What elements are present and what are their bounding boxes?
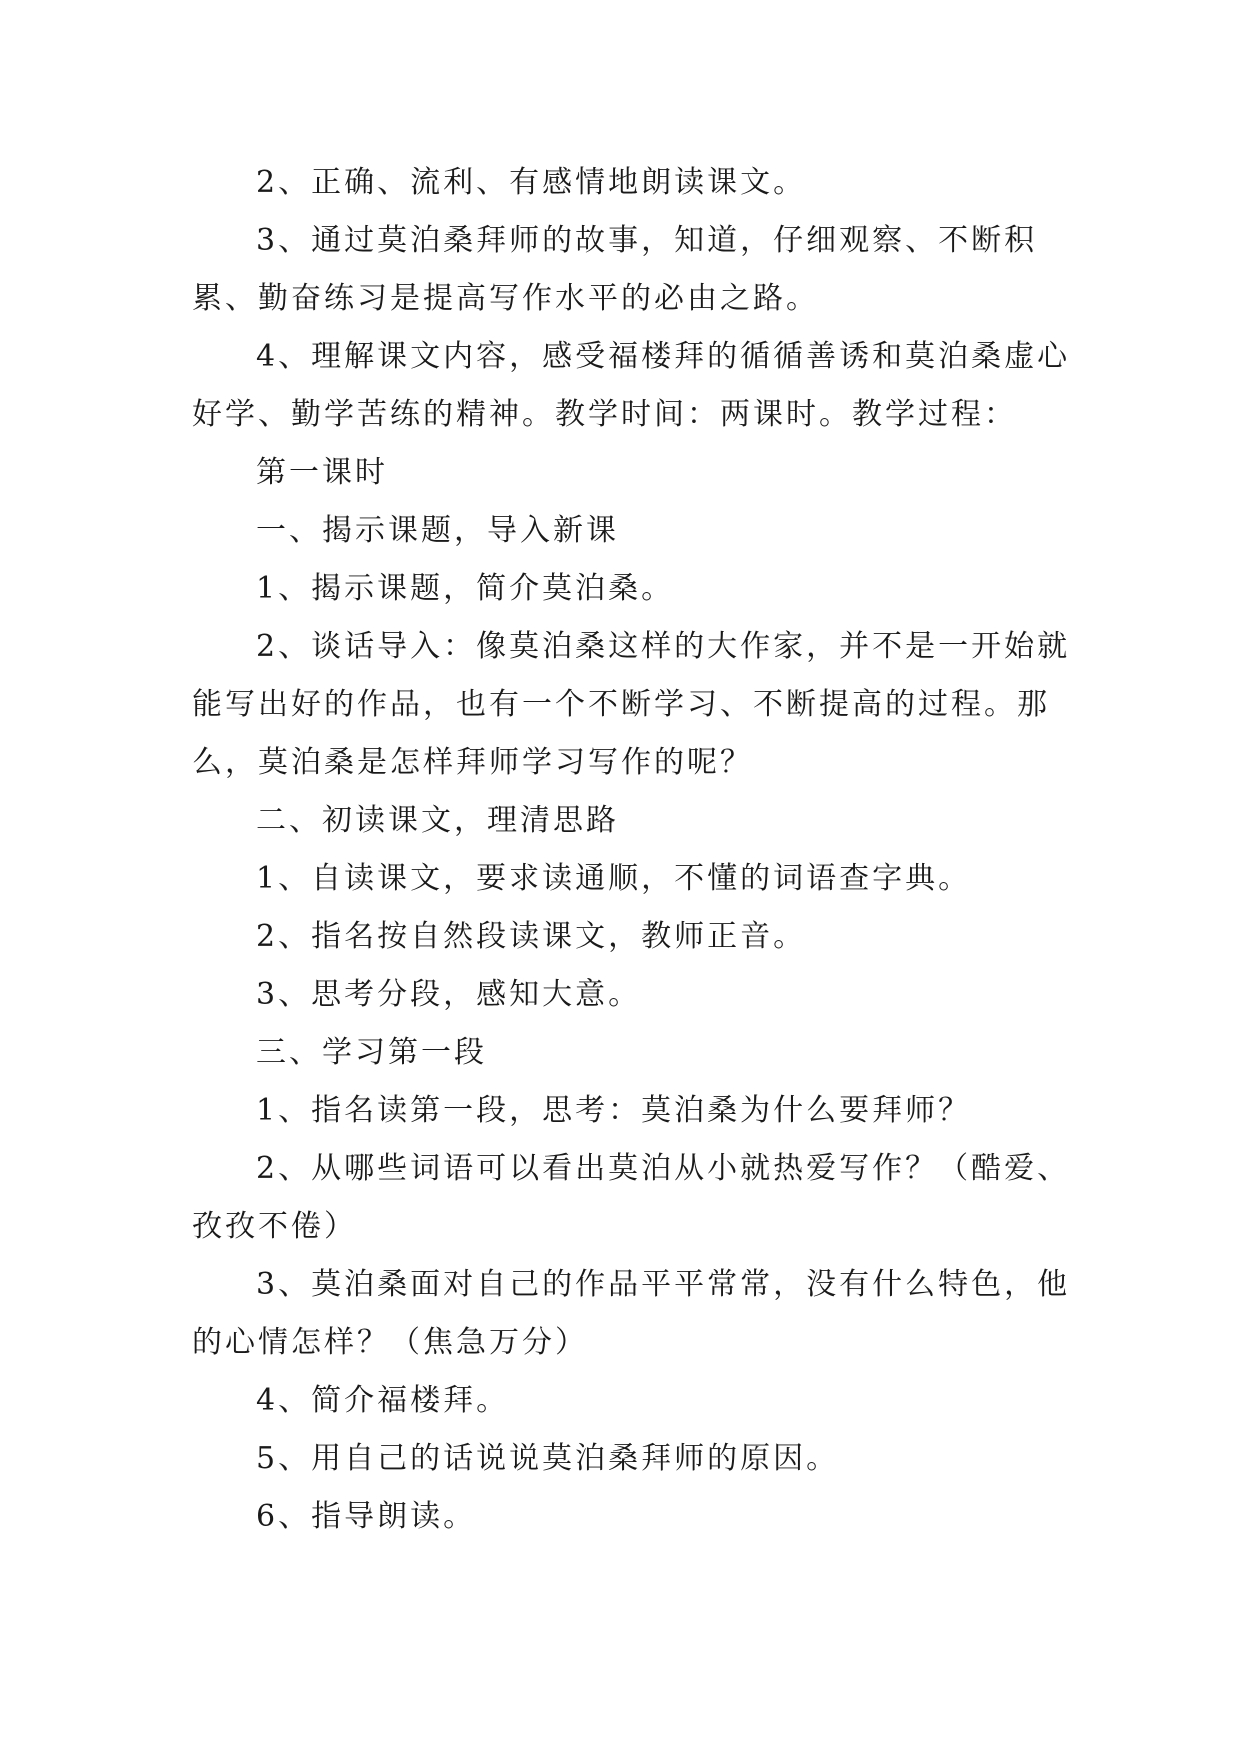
list-item: 5、用自己的话说说莫泊桑拜师的原因。 (256, 1441, 840, 1476)
section-heading-part-three: 三、学习第一段 (256, 1035, 487, 1070)
paragraph-objective-3: 3、通过莫泊桑拜师的故事，知道，仔细观察、不断积累、勤奋练习是提高写作水平的必由之路。 (192, 223, 1038, 316)
list-item: 1、自读课文，要求读通顺，不懂的词语查字典。 (256, 861, 972, 896)
list-item: 4、简介福楼拜。 (256, 1383, 510, 1418)
paragraph-objective-4: 4、理解课文内容，感受福楼拜的循循善诱和莫泊桑虚心好学、勤学苦练的精神。教学时间：两课时。教学过程： (192, 339, 1071, 432)
document-body (192, 154, 1072, 1546)
list-item: 1、指名读第一段，思考：莫泊桑为什么要拜师？ (256, 1093, 972, 1128)
list-item: 6、指导朗读。 (256, 1499, 477, 1534)
list-item: 3、思考分段，感知大意。 (256, 977, 642, 1012)
section-heading-part-two: 二、初读课文，理清思路 (256, 803, 619, 838)
list-item: 2、谈话导入：像莫泊桑这样的大作家，并不是一开始就能写出好的作品，也有一个不断学习、不断提高的过程。那么，莫泊桑是怎样拜师学习写作的呢？ (192, 629, 1071, 780)
list-item: 2、从哪些词语可以看出莫泊从小就热爱写作？（酷爱、孜孜不倦） (192, 1151, 1071, 1244)
list-item: 3、莫泊桑面对自己的作品平平常常，没有什么特色，他的心情怎样？（焦急万分） (192, 1267, 1071, 1360)
list-item: 2、指名按自然段读课文，教师正音。 (256, 919, 807, 954)
section-heading-part-one: 一、揭示课题，导入新课 (256, 513, 619, 548)
list-item: 1、揭示课题，简介莫泊桑。 (256, 571, 675, 606)
section-heading-lesson-one: 第一课时 (256, 455, 388, 490)
paragraph-objective-2: 2、正确、流利、有感情地朗读课文。 (256, 165, 807, 200)
